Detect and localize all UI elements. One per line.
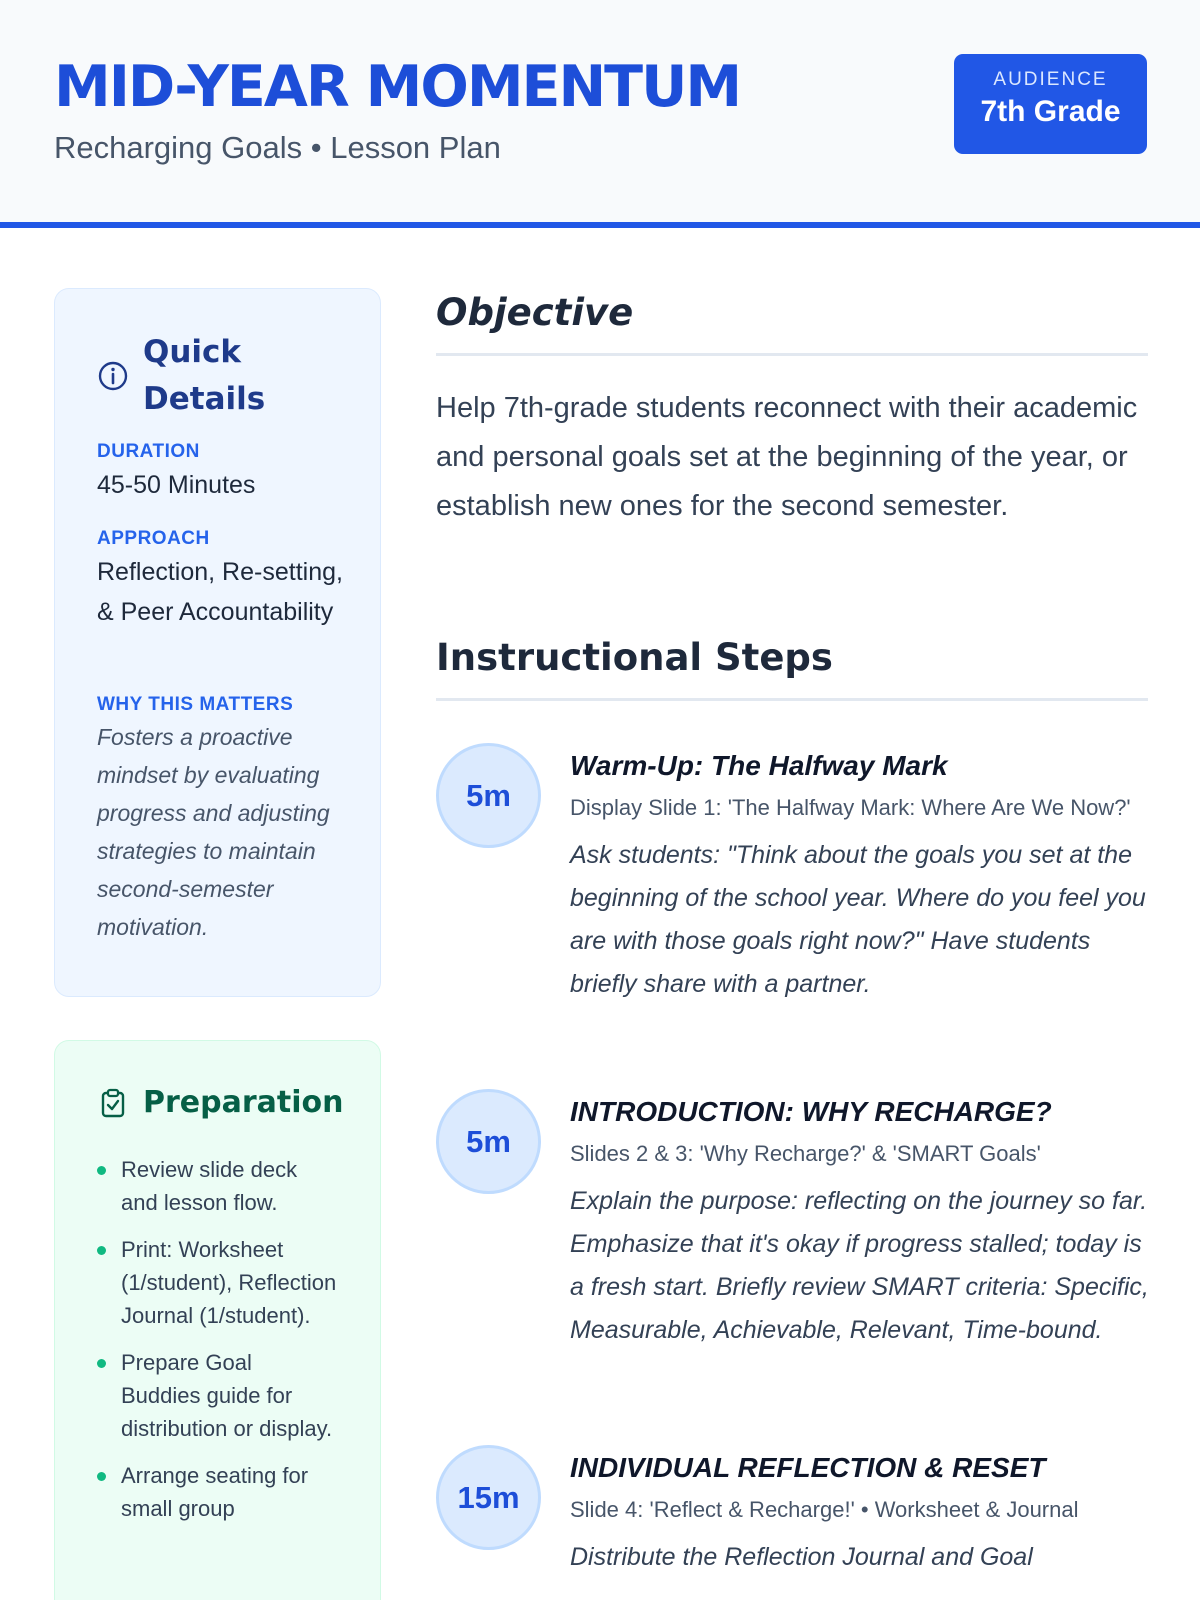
steps-divider [436,698,1148,701]
objective-text: Help 7th-grade students reconnect with their academic and personal goals set at the beginning of the year, or establish new ones for the second semester. [436,392,1138,522]
objective-divider [436,353,1148,356]
approach-value: Reflection, Re-setting, & Peer Accountability [97,558,343,626]
duration-field [97,439,347,505]
page-title: MID-YEAR MOMENTUM [54,54,741,120]
step-body [570,1445,1150,1579]
page-header [0,0,1200,228]
info-icon [95,358,131,394]
preparation-title: Preparation [143,1085,344,1120]
clipboard-check-icon [95,1085,131,1121]
step-warm-up [436,743,1148,1043]
quick-details-title: Quick Details [143,334,266,417]
step-title: INTRODUCTION: WHY RECHARGE? [570,1096,1052,1127]
step-title: INDIVIDUAL REFLECTION & RESET [570,1452,1046,1483]
step-slide-ref: Slides 2 & 3: 'Why Recharge?' & 'SMART Goals' [570,1141,1041,1166]
quick-details-card [54,288,381,997]
time-badge: 5m [436,1089,541,1194]
audience-badge [954,54,1147,154]
step-description: Explain the purpose: reflecting on the journey so far. Emphasize that it's okay if progress stalled; today is a fresh start. Briefly review SMART criteria: Specific, Measurable, Achievable, Relevant, Time-bound. [570,1187,1149,1344]
step-description: Ask students: "Think about the goals you set at the beginning of the school year. Where do you feel you are with those goals right now?" Have students briefly share with a partner. [570,841,1146,998]
list-item: Print: Worksheet (1/student), Reflection Journal (1/student). [97,1233,337,1332]
why-label: WHY THIS MATTERS [97,694,294,715]
audience-label: AUDIENCE [993,69,1108,90]
step-slide-ref: Display Slide 1: 'The Halfway Mark: Where Are We Now?' [570,795,1131,820]
approach-label: APPROACH [97,528,210,549]
step-reflection [436,1445,1148,1600]
step-description: Distribute the Reflection Journal and Goal [570,1543,1033,1571]
quick-details-header [95,329,283,423]
duration-label: DURATION [97,441,200,462]
preparation-header [95,1083,343,1123]
list-item: Review slide deck and lesson flow. [97,1153,337,1219]
why-field [97,692,347,946]
steps-heading: Instructional Steps [436,636,833,679]
objective-heading: Objective [436,291,634,334]
list-item: Arrange seating for small group [97,1459,337,1525]
audience-value: 7th Grade [980,95,1121,128]
list-item: Prepare Goal Buddies guide for distribution or display. [97,1346,337,1445]
duration-value: 45-50 Minutes [97,471,256,499]
preparation-card [54,1040,381,1600]
approach-field [97,526,347,632]
time-badge: 5m [436,743,541,848]
step-body [570,1089,1150,1352]
step-introduction [436,1089,1148,1409]
step-body [570,743,1150,1006]
why-value: Fosters a proactive mindset by evaluating progress and adjusting strategies to maintain second-semester motivation. [97,724,330,940]
step-title: Warm-Up: The Halfway Mark [570,750,948,781]
step-slide-ref: Slide 4: 'Reflect & Recharge!' • Worksheet & Journal [570,1497,1079,1522]
preparation-list [97,1153,337,1539]
time-badge: 15m [436,1445,541,1550]
page-subtitle: Recharging Goals • Lesson Plan [54,130,501,165]
